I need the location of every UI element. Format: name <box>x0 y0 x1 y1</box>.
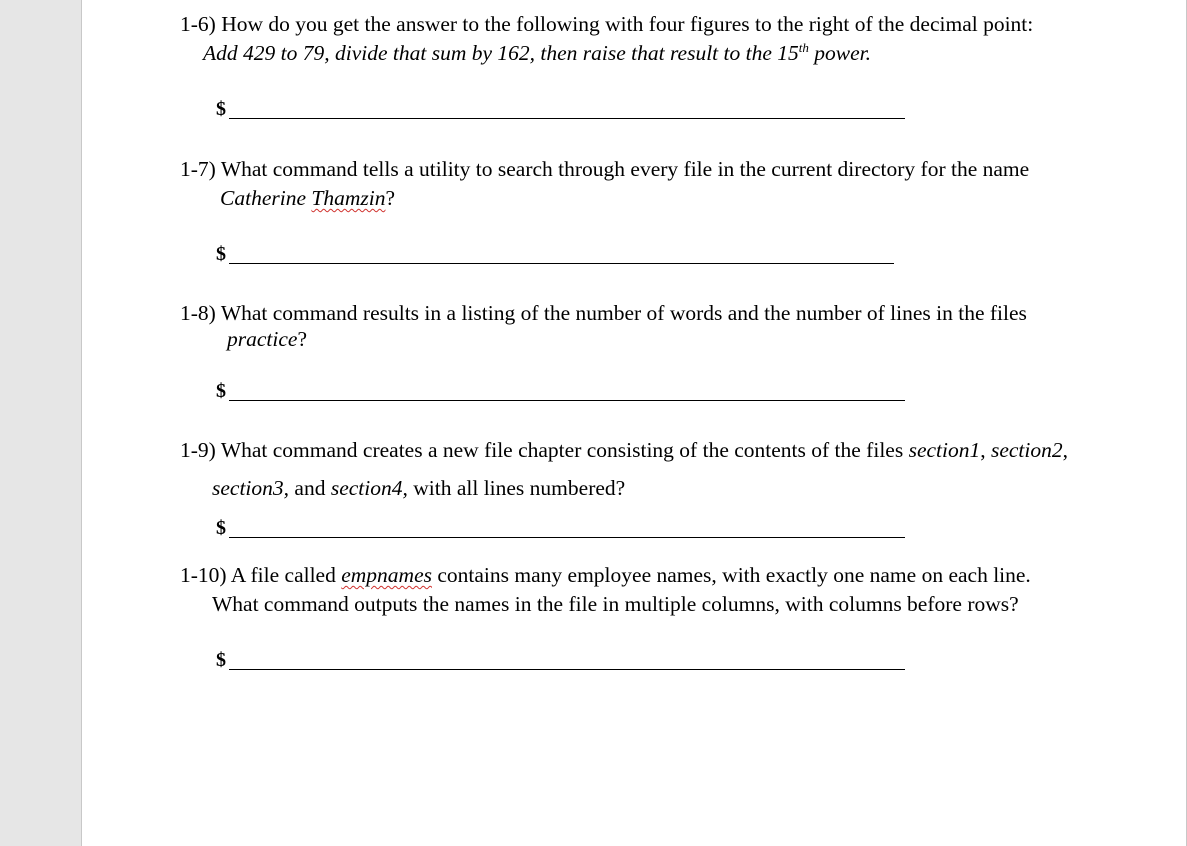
question-text: What command results in a listing of the number of words and the number of lines in the files <box>220 301 1027 325</box>
question-1-8-line2 <box>227 326 307 352</box>
file-name: empnames <box>341 563 432 587</box>
question-suffix: ? <box>297 327 307 351</box>
shell-prompt: $ <box>216 243 226 265</box>
answer-blank-1-6[interactable] <box>229 118 905 119</box>
file-name: section2 <box>990 438 1063 462</box>
file-name: practice <box>227 327 298 351</box>
answer-blank-1-10[interactable] <box>229 669 905 670</box>
question-text: and <box>289 476 331 500</box>
question-text: power. <box>808 41 872 65</box>
question-1-6-line2 <box>203 40 871 66</box>
file-name: section1 <box>908 438 981 462</box>
name-last: Thamzin <box>311 186 386 210</box>
question-number: 1-7) <box>180 157 216 181</box>
question-number: 1-6) <box>180 12 216 36</box>
separator: , <box>1062 438 1069 462</box>
answer-blank-1-8[interactable] <box>229 400 905 401</box>
file-name: section4, <box>330 476 408 500</box>
answer-blank-1-7[interactable] <box>229 263 894 264</box>
question-suffix: ? <box>385 186 395 210</box>
question-1-9-line2 <box>212 475 625 501</box>
shell-prompt: $ <box>216 98 226 120</box>
separator: , <box>980 438 991 462</box>
question-text: What command outputs the names in the file in multiple columns, with columns before rows? <box>212 592 1019 616</box>
question-text: What command tells a utility to search through every file in the current directory for the name <box>220 157 1030 181</box>
answer-blank-1-9[interactable] <box>229 537 905 538</box>
question-1-8-line1 <box>180 300 1027 326</box>
question-1-6-line1 <box>180 11 1033 37</box>
name-first: Catherine <box>220 186 306 210</box>
question-text: with all lines numbered? <box>407 476 626 500</box>
question-1-10-line1 <box>180 562 1031 588</box>
superscript: th <box>798 40 809 55</box>
question-1-7-line2 <box>220 185 395 211</box>
question-text: contains many employee names, with exactly one name on each line. <box>432 563 1031 587</box>
document-page <box>81 0 1187 846</box>
shell-prompt: $ <box>216 517 226 539</box>
question-number: 1-8) <box>180 301 216 325</box>
shell-prompt: $ <box>216 380 226 402</box>
question-text: Add 429 to 79, divide that sum by 162, then raise that result to the 15 <box>203 41 799 65</box>
question-text: A file called <box>230 563 342 587</box>
question-1-10-line2 <box>212 591 1019 617</box>
file-name: section3, <box>212 476 290 500</box>
question-number: 1-10) <box>180 563 227 587</box>
question-number: 1-9) <box>180 438 216 462</box>
shell-prompt: $ <box>216 649 226 671</box>
question-1-9-line1 <box>180 437 1068 463</box>
question-text: How do you get the answer to the following with four figures to the right of the decimal point: <box>221 12 1034 36</box>
question-text: What command creates a new file chapter consisting of the contents of the files <box>220 438 909 462</box>
question-1-7-line1 <box>180 156 1029 182</box>
